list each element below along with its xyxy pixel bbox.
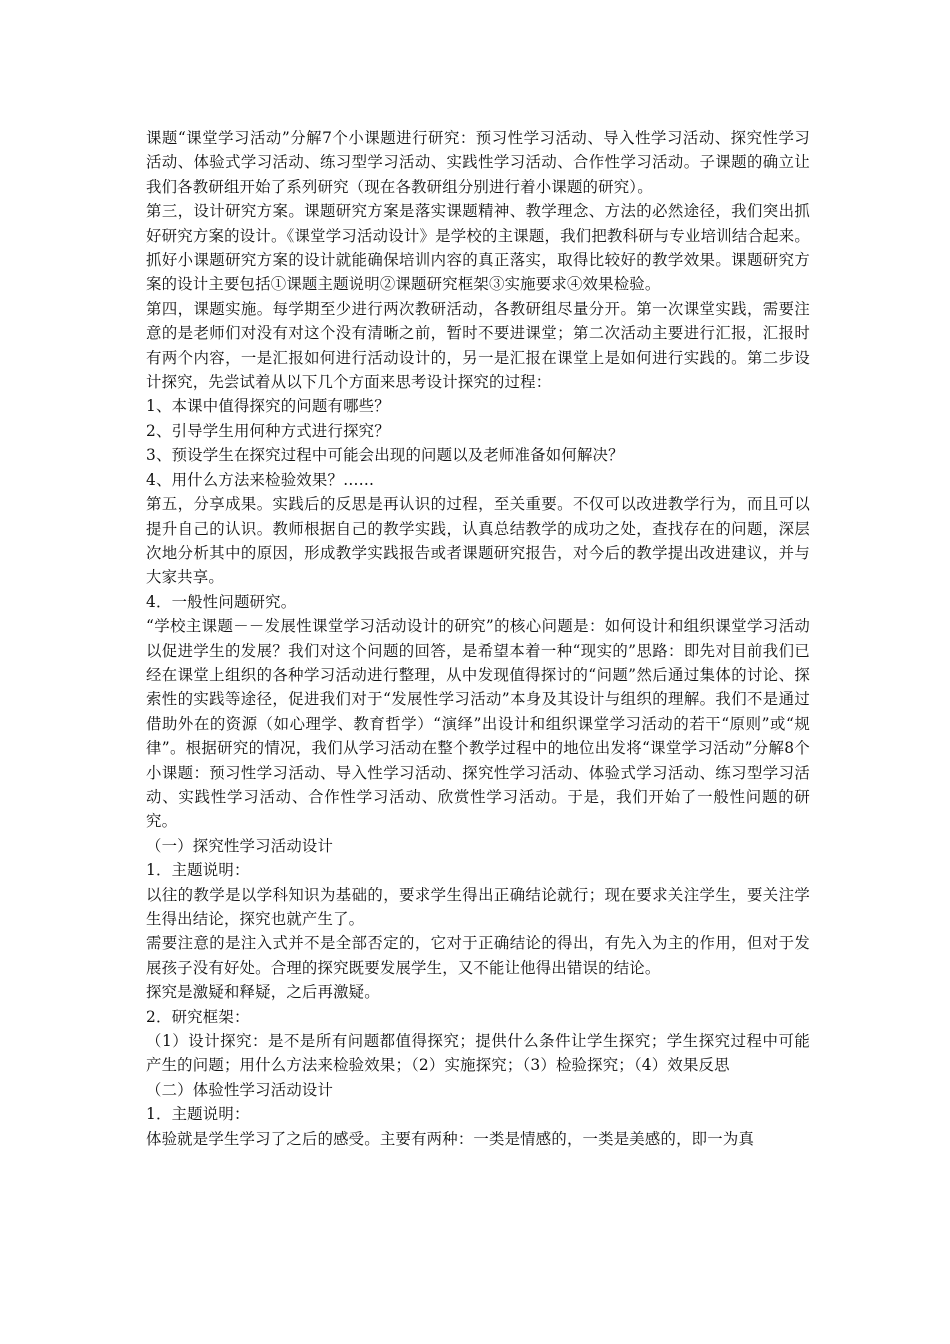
heading-topic-description: 1．主题说明： <box>146 861 250 880</box>
document-body <box>146 126 810 1151</box>
list-item-question-3: 3、预设学生在探究过程中可能会出现的问题以及老师准备如何解决？ <box>146 446 624 465</box>
heading-research-framework: 2．研究框架： <box>146 1007 250 1026</box>
heading-topic-description-2: 1．主题说明： <box>146 1105 250 1124</box>
paragraph-third-design: 第三，设计研究方案。课题研究方案是落实课题精神、教学理念、方法的必然途径，我们突出抓好研究方案的设计。《课堂学习活动设计》是学校的主课题，我们把教科研与专业培训结合起来。抓好小课题研究方案的设计就能确保培训内容的真正落实，取得比较好的教学效果。课题研究方案的设计主要包括①课题主题说明②课题研究框架③实施要求④效果检验。 <box>146 202 810 294</box>
paragraph-inquiry-1: 以往的教学是以学科知识为基础的，要求学生得出正确结论就行；现在要求关注学生，要关注学生得出结论，探究也就产生了。 <box>146 885 810 928</box>
paragraph-framework: （1）设计探究：是不是所有问题都值得探究；提供什么条件让学生探究；学生探究过程中可能产生的问题；用什么方法来检验效果；（2）实施探究；（3）检验探究；（4）效果反思 <box>146 1032 810 1075</box>
paragraph-inquiry-2: 需要注意的是注入式并不是全部否定的，它对于正确结论的得出，有先入为主的作用，但对于发展孩子没有好处。合理的探究既要发展学生，又不能让他得出错误的结论。 <box>146 934 810 977</box>
section-heading-general: 4．一般性问题研究。 <box>146 592 297 611</box>
subsection-heading-inquiry: （一）探究性学习活动设计 <box>146 836 334 855</box>
paragraph-fifth-share: 第五，分享成果。实践后的反思是再认识的过程，至关重要。不仅可以改进教学行为，而且可以提升自己的认识。教师根据自己的教学实践，认真总结教学的成功之处，查找存在的问题，深层次地分析其中的原因，形成教学实践报告或者课题研究报告，对今后的教学提出改进建议，并与大家共享。 <box>146 495 810 587</box>
list-item-question-4: 4、用什么方法来检验效果？…… <box>146 470 375 489</box>
paragraph-core-question: “学校主课题－－发展性课堂学习活动设计的研究”的核心问题是：如何设计和组织课堂学习活动以促进学生的发展？我们对这个问题的回答，是希望本着一种“现实的”思路：即先对目前我们已经在课堂上组织的各种学习活动进行整理，从中发现值得探讨的“问题”然后通过集体的讨论、探索性的实践等途径，促进我们对于“发展性学习活动”本身及其设计与组织的理解。我们不是通过借助外在的资源（如心理学、教育哲学）“演绎”出设计和组织课堂学习活动的若干“原则”或“规律”。根据研究的情况，我们从学习活动在整个教学过程中的地位出发将“课堂学习活动”分解8个小课题：预习性学习活动、导入性学习活动、探究性学习活动、体验式学习活动、练习型学习活动、实践性学习活动、合作性学习活动、欣赏性学习活动。于是，我们开始了一般性问题的研究。 <box>146 617 810 831</box>
paragraph-subtopics: 课题“课堂学习活动”分解7个小课题进行研究：预习性学习活动、导入性学习活动、探究性学习活动、体验式学习活动、练习型学习活动、实践性学习活动、合作性学习活动。子课题的确立让我们各教研组开始了系列研究（现在各教研组分别进行着小课题的研究）。 <box>146 129 810 196</box>
paragraph-experience: 体验就是学生学习了之后的感受。主要有两种：一类是情感的，一类是美感的，即一为真 <box>146 1129 755 1148</box>
paragraph-fourth-implement: 第四，课题实施。每学期至少进行两次教研活动，各教研组尽量分开。第一次课堂实践，需要注意的是老师们对没有对这个没有清晰之前，暂时不要进课堂；第二次活动主要进行汇报，汇报时有两个内容，一是汇报如何进行活动设计的，另一是汇报在课堂上是如何进行实践的。第二步设计探究，先尝试着从以下几个方面来思考设计探究的过程： <box>146 299 810 392</box>
subsection-heading-experience: （二）体验性学习活动设计 <box>146 1080 334 1099</box>
list-item-question-1: 1、本课中值得探究的问题有哪些？ <box>146 397 390 416</box>
list-item-question-2: 2、引导学生用何种方式进行探究？ <box>146 421 390 440</box>
paragraph-inquiry-3: 探究是激疑和释疑，之后再激疑。 <box>146 983 380 1002</box>
